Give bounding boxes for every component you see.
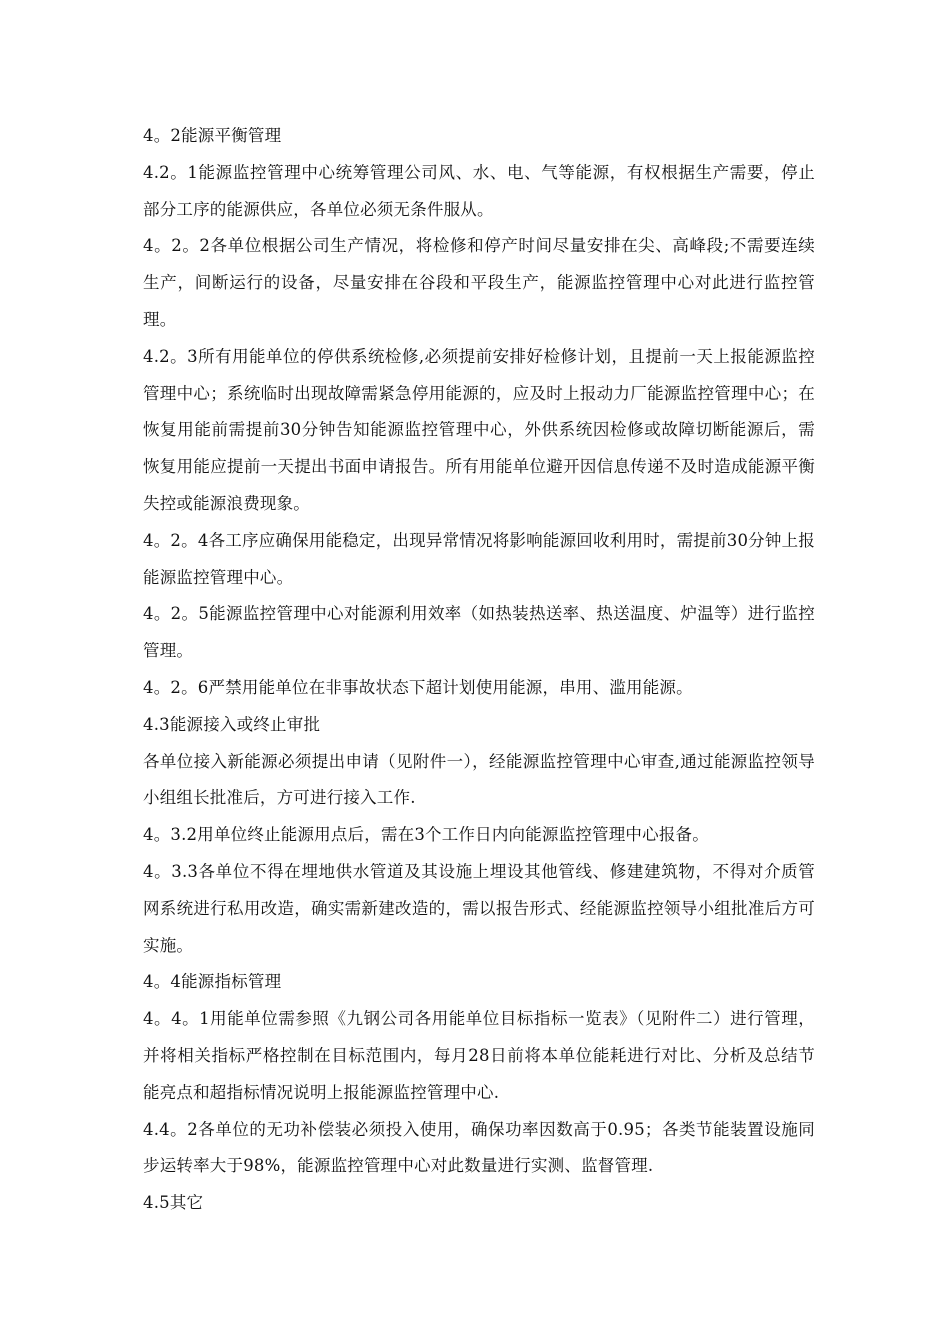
paragraph-4-2-4: 4。2。4各工序应确保用能稳定，出现异常情况将影响能源回收利用时，需提前30分钟上报能源监控管理中心。	[143, 530, 815, 587]
paragraph-4-2-1: 4.2。1能源监控管理中心统筹管理公司风、水、电、气等能源，有权根据生产需要，停止部分工序的能源供应，各单位必须无条件服从。	[143, 162, 815, 219]
paragraph-4-2-5: 4。2。5能源监控管理中心对能源利用效率（如热装热送率、热送温度、炉温等）进行监控管理。	[143, 604, 815, 661]
heading-4-2: 4。2能源平衡管理	[143, 126, 282, 145]
paragraph-4-2-2: 4。2。2各单位根据公司生产情况，将检修和停产时间尽量安排在尖、高峰段;不需要连续生产，间断运行的设备，尽量安排在谷段和平段生产，能源监控管理中心对此进行监控管理。	[143, 236, 815, 329]
document-body	[143, 118, 815, 1222]
paragraph-4-3-1: 各单位接入新能源必须提出申请（见附件一），经能源监控管理中心审查,通过能源监控领导小组组长批准后，方可进行接入工作.	[143, 751, 815, 808]
paragraph-4-2-3: 4.2。3所有用能单位的停供系统检修,必须提前安排好检修计划，且提前一天上报能源监控管理中心；系统临时出现故障需紧急停用能源的，应及时上报动力厂能源监控管理中心；在恢复用能前需提前30分钟告知能源监控管理中心，外供系统因检修或故障切断能源后，需恢复用能应提前一天提出书面申请报告。所有用能单位避开因信息传递不及时造成能源平衡失控或能源浪费现象。	[143, 346, 815, 513]
heading-4-4: 4。4能源指标管理	[143, 972, 282, 992]
paragraph-4-4-2: 4.4。2各单位的无功补偿装必须投入使用，确保功率因数高于0.95；各类节能装置设施同步运转率大于98%，能源监控管理中心对此数量进行实测、监督管理.	[143, 1119, 815, 1176]
paragraph-4-2-6: 4。2。6严禁用能单位在非事故状态下超计划使用能源，串用、滥用能源。	[143, 677, 693, 697]
paragraph-4-3-3: 4。3.3各单位不得在埋地供水管道及其设施上埋设其他管线、修建建筑物，不得对介质管网系统进行私用改造，确实需新建改造的，需以报告形式、经能源监控领导小组批准后方可实施。	[143, 861, 815, 955]
paragraph-4-4-1: 4。4。1用能单位需参照《九钢公司各用能单位目标指标一览表》（见附件二）进行管理，并将相关指标严格控制在目标范围内，每月28日前将本单位能耗进行对比、分析及总结节能亮点和超指标情况说明上报能源监控管理中心.	[143, 1009, 815, 1102]
paragraph-4-3-2: 4。3.2用单位终止能源用点后，需在3个工作日内向能源监控管理中心报备。	[143, 825, 709, 845]
heading-4-5: 4.5其它	[143, 1193, 204, 1213]
heading-4-3: 4.3能源接入或终止审批	[143, 714, 321, 734]
